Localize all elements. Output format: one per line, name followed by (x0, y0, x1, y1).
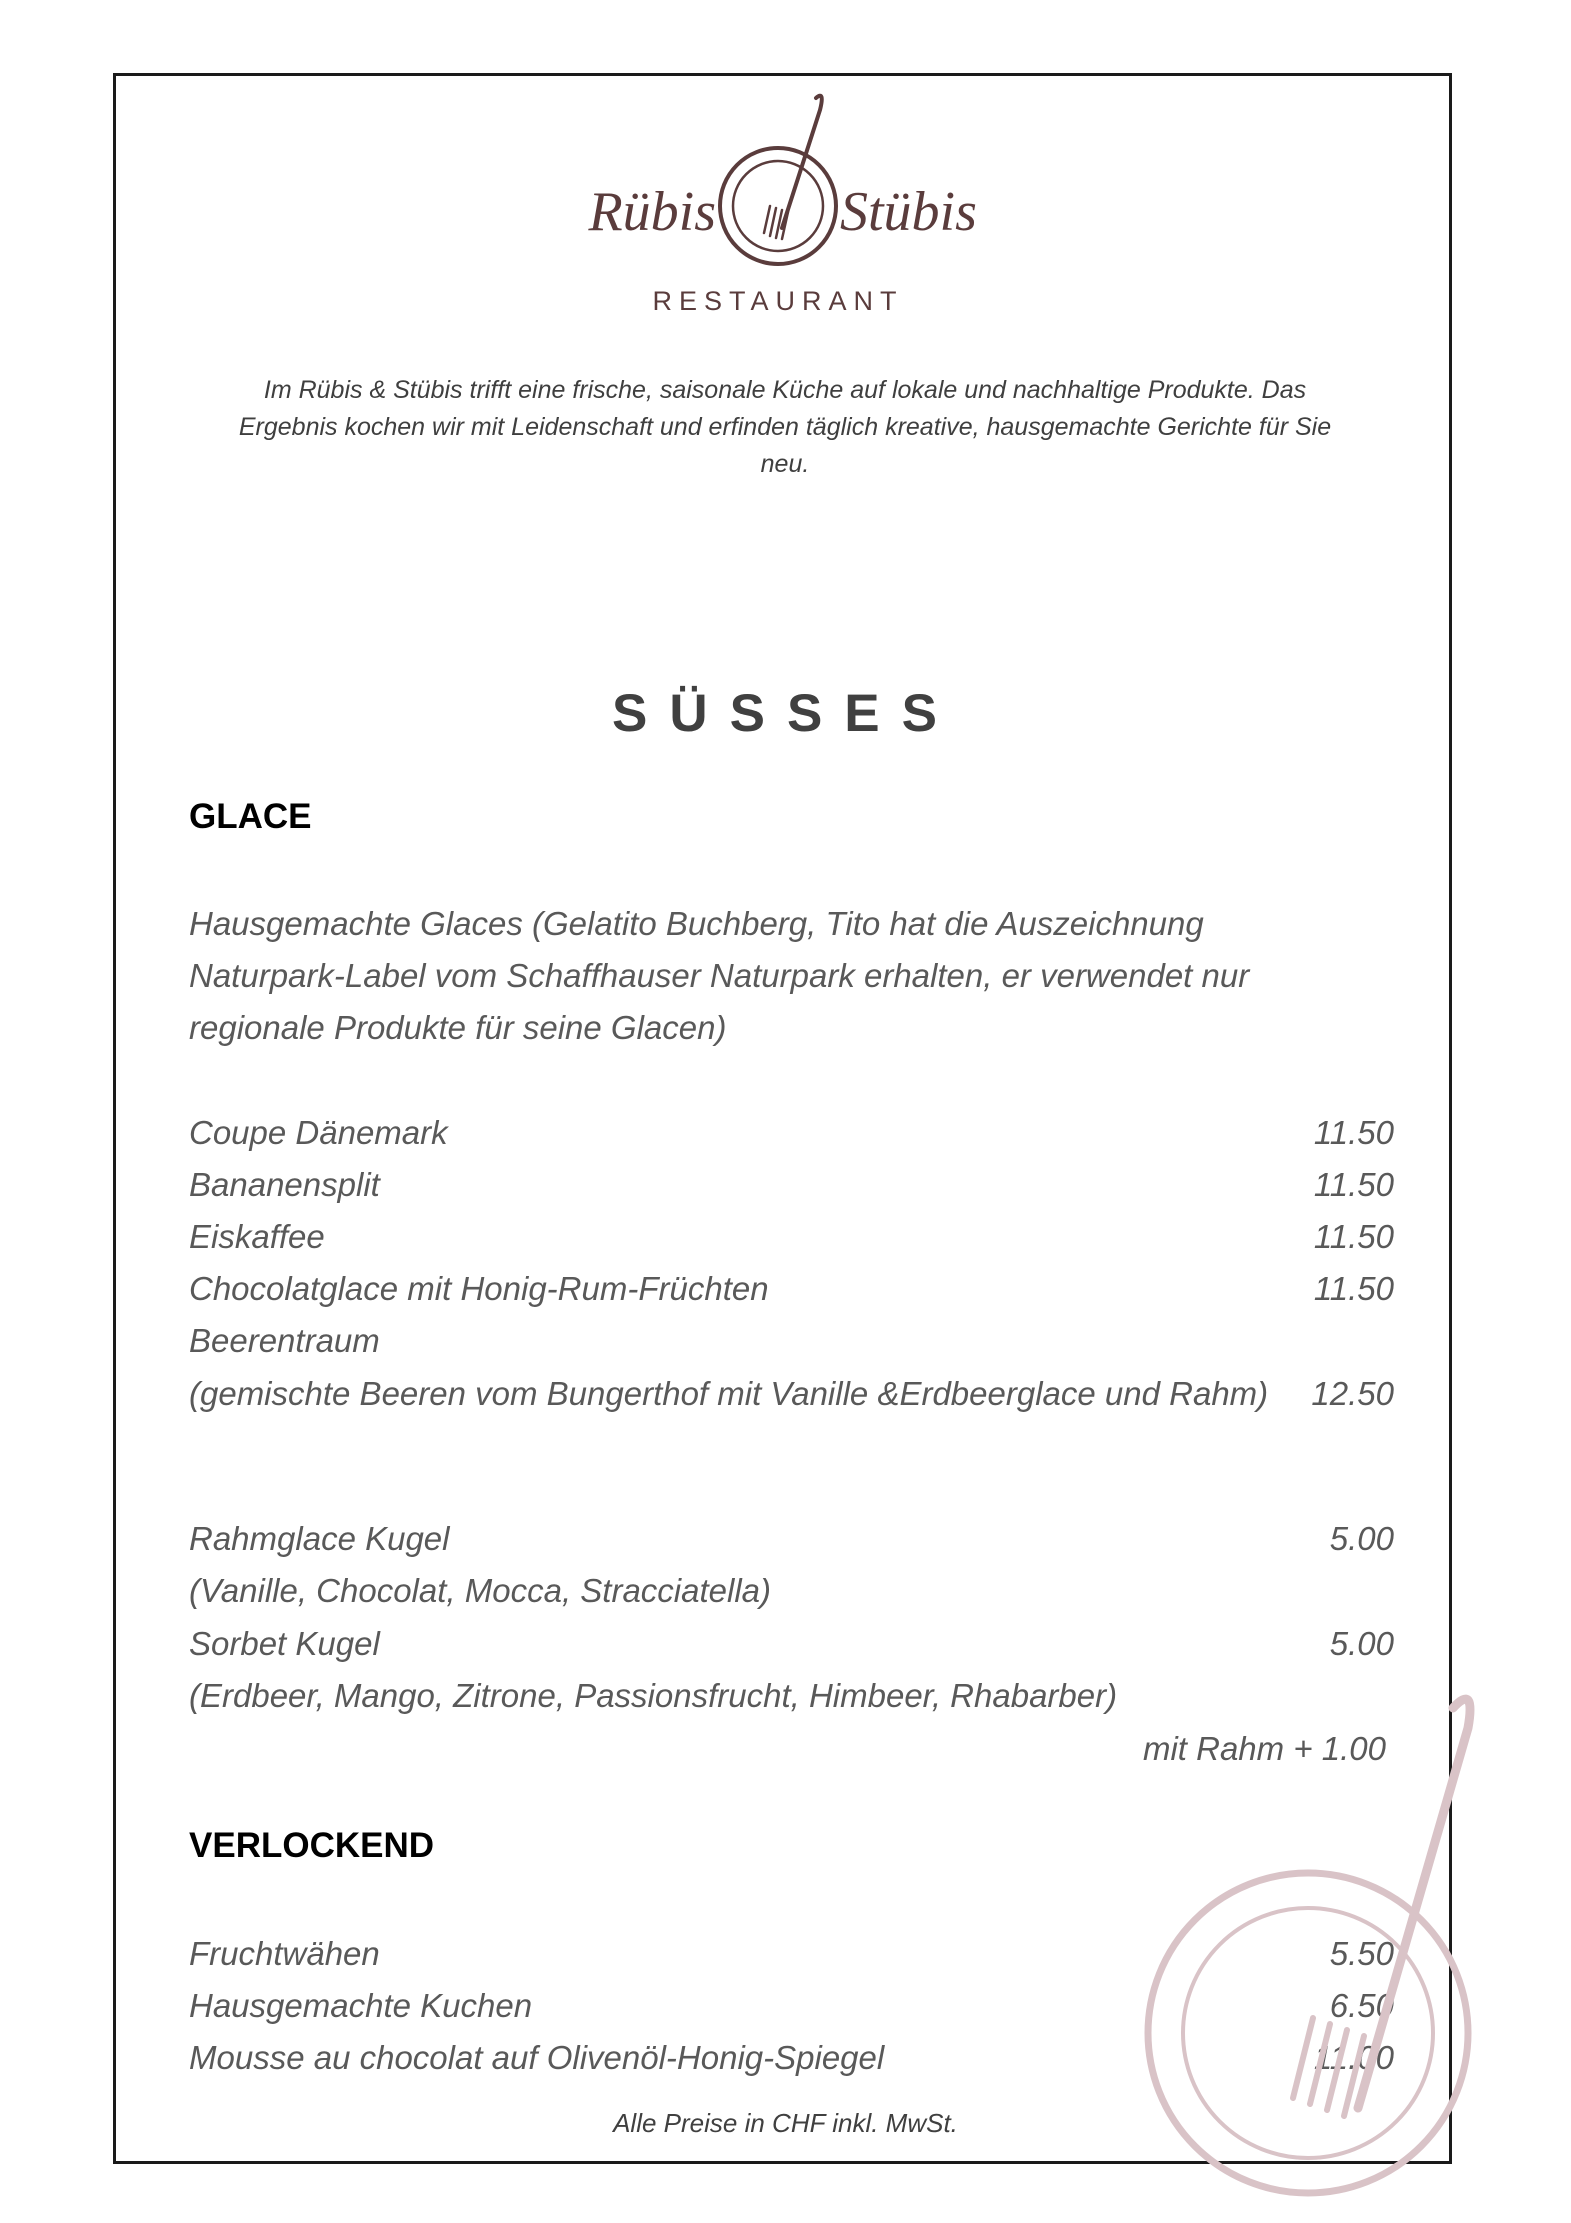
logo-subtitle: RESTAURANT (652, 286, 904, 316)
watermark-fork-tines (1293, 2018, 1364, 2116)
menu-item-price: 5.00 (1329, 1625, 1394, 1662)
plate-outer-ring (720, 148, 836, 264)
intro-line: neu. (760, 450, 810, 478)
logo-graphic (520, 88, 1040, 328)
menu-item-name: Fruchtwähen (189, 1935, 380, 1972)
watermark-fork-handle (1358, 1699, 1470, 2108)
intro-line: Ergebnis kochen wir mit Leidenschaft und erfinden täglich kreative, hausgemachte Gerichte für Sie (238, 413, 1332, 441)
section-heading-verlockend: VERLOCKEND (189, 1826, 435, 1865)
logo-name-left: Rübis (588, 181, 716, 243)
glace-description-line: regionale Produkte für seine Glacen) (189, 1009, 727, 1046)
menu-item-description: (gemischte Beeren vom Bungerthof mit Vanille &Erdbeerglace und Rahm) (189, 1375, 1269, 1412)
menu-item-price: 12.50 (1311, 1375, 1394, 1412)
watermark-logo (1108, 1688, 1488, 2218)
menu-item-price: 6.50 (1329, 1987, 1394, 2024)
plate-inner-ring (733, 161, 823, 251)
menu-item-name: Rahmglace Kugel (189, 1520, 450, 1557)
intro-paragraph (190, 372, 1380, 483)
glace-description-line: Naturpark-Label vom Schaffhauser Naturpark erhalten, er verwendet nur (189, 957, 1250, 994)
menu-item-description: (Vanille, Chocolat, Mocca, Stracciatella) (189, 1572, 772, 1609)
menu-item-description: (Erdbeer, Mango, Zitrone, Passionsfrucht, Himbeer, Rhabarber) (189, 1677, 1118, 1714)
extra-cream-price: mit Rahm + 1.00 (1142, 1730, 1386, 1767)
menu-item-name: Hausgemachte Kuchen (189, 1987, 533, 2024)
menu-item-price: 11.50 (1313, 1218, 1394, 1255)
menu-item-price: 11.50 (1313, 1166, 1394, 1203)
page-title: SÜSSES (611, 684, 960, 743)
menu-item-name: Eiskaffee (189, 1218, 325, 1255)
menu-item-price: 11.50 (1313, 1114, 1394, 1151)
menu-item-name: Bananensplit (189, 1166, 380, 1203)
glace-description-line: Hausgemachte Glaces (Gelatito Buchberg, Tito hat die Auszeichnung (189, 905, 1204, 942)
menu-item-name: Beerentraum (189, 1322, 380, 1359)
menu-item-name: Sorbet Kugel (189, 1625, 380, 1662)
fork-tines (764, 206, 788, 239)
section-heading-glace: GLACE (189, 797, 312, 836)
menu-item-price: 5.50 (1329, 1935, 1394, 1972)
menu-item-name: Mousse au chocolat auf Olivenöl-Honig-Spiegel (189, 2039, 885, 2076)
plate-fork-watermark-icon (1108, 1688, 1488, 2218)
menu-item-price: 5.00 (1329, 1520, 1394, 1557)
menu-item-name: Coupe Dänemark (189, 1114, 448, 1151)
logo-name-right: Stübis (840, 181, 977, 243)
restaurant-logo (520, 88, 1040, 328)
intro-line: Im Rübis & Stübis trifft eine frische, saisonale Küche auf lokale und nachhaltige Produkte. Das (263, 376, 1307, 404)
menu-item-price: 11.00 (1313, 2039, 1394, 2076)
menu-item-price: 11.50 (1313, 1270, 1394, 1307)
price-footnote: Alle Preise in CHF inkl. MwSt. (613, 2108, 958, 2138)
menu-item-name: Chocolatglace mit Honig-Rum-Früchten (189, 1270, 769, 1307)
